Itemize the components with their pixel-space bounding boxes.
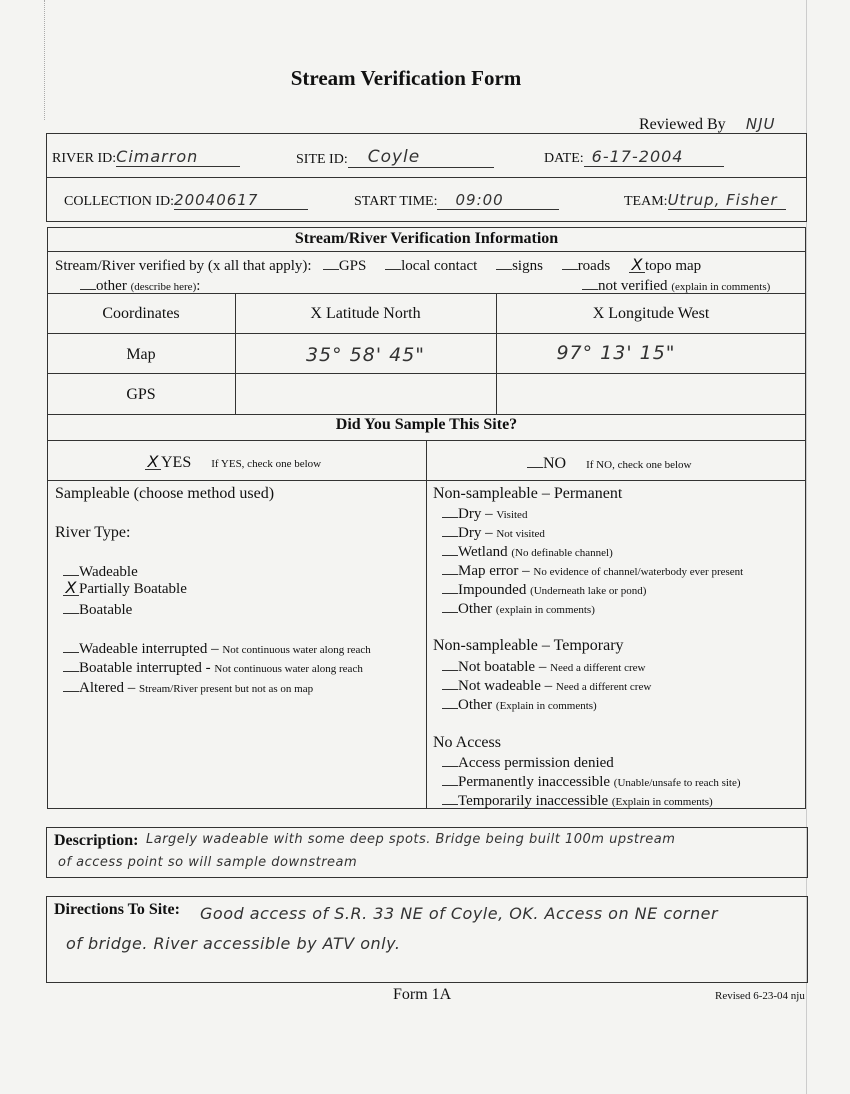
other-temporary-row[interactable] — [442, 694, 597, 716]
access-denied-checkbox[interactable] — [442, 752, 458, 767]
wadeable-interrupted-checkbox[interactable] — [63, 638, 79, 653]
other-permanent-note: (explain in comments) — [495, 604, 595, 616]
not-wadeable-label: Not wadeable — [458, 678, 541, 694]
coordinates-label: Coordinates — [102, 305, 180, 322]
signs-checkbox[interactable] — [496, 255, 512, 270]
dash: – — [544, 678, 553, 694]
other-temporary-note: (Explain in comments) — [495, 700, 597, 712]
hyphen: - — [205, 660, 211, 676]
access-denied-row[interactable] — [442, 752, 614, 773]
roads-checkbox[interactable] — [562, 255, 578, 270]
row-divider — [47, 373, 806, 374]
gps-checkbox[interactable] — [323, 255, 339, 270]
gps-label: GPS — [126, 386, 156, 403]
collection-id-label: COLLECTION ID: — [64, 194, 175, 209]
dry-not-visited-checkbox[interactable] — [442, 522, 458, 537]
not-verified-note: (explain in comments) — [671, 281, 771, 293]
not-boatable-label: Not boatable — [458, 659, 536, 675]
directions-line-1: Good access of S.R. 33 NE of Coyle, OK. Access on NE corner — [200, 904, 719, 923]
perm-inaccessible-label: Permanently inaccessible — [458, 774, 611, 790]
boatable-label: Boatable — [79, 602, 133, 618]
yes-option[interactable] — [145, 453, 321, 474]
nonsampleable-temporary-label: Non-sampleable – Temporary — [433, 637, 624, 654]
temp-inaccessible-note: (Explain in comments) — [611, 796, 713, 808]
team-value: Utrup, Fisher — [668, 191, 786, 210]
other-permanent-label: Other — [458, 601, 493, 617]
team-label: TEAM: — [624, 194, 668, 209]
dry-visited-checkbox[interactable] — [442, 503, 458, 518]
row-divider — [47, 293, 806, 294]
perm-inaccessible-checkbox[interactable] — [442, 771, 458, 786]
description-line-2: of access point so will sample downstream — [58, 855, 358, 870]
site-id-label: SITE ID: — [296, 152, 348, 167]
dry-not-visited-label: Dry — [458, 525, 482, 541]
other-colon: : — [196, 278, 201, 294]
map-error-label: Map error — [458, 563, 519, 579]
not-wadeable-checkbox[interactable] — [442, 675, 458, 690]
boatable-interrupted-label: Boatable interrupted — [79, 660, 202, 676]
dash: – — [522, 563, 530, 579]
map-label: Map — [126, 346, 156, 363]
wadeable-checkbox[interactable] — [63, 561, 79, 576]
revised-note: Revised 6-23-04 nju — [715, 990, 805, 1002]
start-time-value: 09:00 — [437, 191, 559, 210]
map-longitude-value: 97° 13' 15" — [556, 342, 676, 364]
dash: – — [538, 659, 547, 675]
collection-id-value: 20040617 — [174, 191, 308, 210]
dash: – — [485, 525, 493, 541]
verified-by-row — [55, 255, 701, 276]
impounded-note: (Underneath lake or pond) — [530, 585, 647, 597]
team-field — [624, 191, 786, 210]
temp-inaccessible-label: Temporarily inaccessible — [458, 793, 609, 809]
partially-boatable-checkbox[interactable]: X — [63, 581, 79, 596]
date-value: 6-17-2004 — [584, 147, 724, 167]
other-checkbox[interactable] — [80, 275, 96, 290]
dry-visited-label: Dry — [458, 506, 482, 522]
dash: – — [485, 506, 493, 522]
nonsampleable-permanent-label: Non-sampleable – Permanent — [433, 485, 623, 502]
altered-note: Stream/River present but not as on map — [138, 683, 314, 695]
local-contact-option: local contact — [401, 258, 478, 274]
wadeable-interrupted-label: Wadeable interrupted — [79, 641, 208, 657]
description-label: Description: — [54, 832, 139, 849]
yes-label: YES — [161, 454, 192, 471]
dash: – — [211, 641, 219, 657]
row-divider — [47, 414, 806, 415]
temp-inaccessible-row[interactable] — [442, 790, 713, 812]
site-info-divider — [46, 177, 807, 178]
dry-visited-note: Visited — [496, 509, 528, 521]
boatable-interrupted-note: Not continuous water along reach — [214, 663, 363, 675]
other-permanent-checkbox[interactable] — [442, 598, 458, 613]
wetland-label: Wetland — [458, 544, 508, 560]
dash: – — [127, 680, 136, 696]
dry-not-visited-note: Not visited — [496, 528, 545, 540]
sample-header: Did You Sample This Site? — [335, 416, 518, 433]
reviewed-by-value: NJU — [730, 115, 792, 134]
gps-option: GPS — [338, 258, 367, 274]
reviewed-by — [639, 115, 792, 134]
other-temporary-checkbox[interactable] — [442, 694, 458, 709]
row-divider — [47, 480, 806, 481]
river-id-label: RIVER ID: — [52, 151, 117, 166]
local-contact-checkbox[interactable] — [385, 255, 401, 270]
partially-boatable-row[interactable] — [63, 580, 187, 599]
reviewed-by-label: Reviewed By — [639, 116, 726, 133]
sample-col-divider — [426, 440, 427, 809]
not-wadeable-note: Need a different crew — [555, 681, 652, 693]
map-error-checkbox[interactable] — [442, 560, 458, 575]
no-option[interactable] — [527, 453, 692, 475]
date-field — [544, 147, 724, 167]
altered-label: Altered — [79, 680, 124, 696]
impounded-checkbox[interactable] — [442, 579, 458, 594]
other-option: other — [96, 278, 127, 294]
scan-edge-left — [44, 0, 46, 120]
topo-map-option: topo map — [644, 258, 702, 274]
directions-line-2: of bridge. River accessible by ATV only. — [66, 934, 401, 953]
wetland-note: (No definable channel) — [511, 547, 613, 559]
altered-checkbox[interactable] — [63, 677, 79, 692]
partially-boatable-label: Partially Boatable — [79, 581, 187, 597]
topo-map-checkbox[interactable]: X — [629, 258, 645, 273]
no-checkbox[interactable] — [527, 453, 543, 468]
date-label: DATE: — [544, 151, 584, 166]
temp-inaccessible-checkbox[interactable] — [442, 790, 458, 805]
row-divider — [47, 333, 806, 334]
yes-checkbox[interactable]: X — [145, 455, 161, 470]
river-id-value: Cimarron — [116, 147, 240, 167]
no-note: If NO, check one below — [586, 459, 692, 471]
start-time-field — [354, 191, 559, 210]
not-verified-checkbox[interactable] — [582, 275, 598, 290]
latitude-header: X Latitude North — [310, 305, 421, 322]
boatable-interrupted-checkbox[interactable] — [63, 657, 79, 672]
sampleable-label: Sampleable (choose method used) — [55, 485, 275, 502]
wetland-checkbox[interactable] — [442, 541, 458, 556]
impounded-label: Impounded — [458, 582, 527, 598]
wadeable-label: Wadeable — [79, 564, 138, 580]
start-time-label: START TIME: — [354, 194, 438, 209]
map-latitude-value: 35° 58' 45" — [305, 344, 426, 366]
altered-row[interactable] — [63, 677, 313, 699]
collection-id-field — [64, 191, 308, 210]
boatable-row[interactable] — [63, 599, 132, 620]
other-temporary-label: Other — [458, 697, 493, 713]
other-permanent-row[interactable] — [442, 598, 595, 620]
signs-option: signs — [512, 258, 543, 274]
boatable-interrupted-row[interactable] — [63, 657, 363, 679]
verified-by-label: Stream/River verified by (x all that apply): — [55, 258, 312, 274]
not-verified-option: not verified — [598, 278, 668, 294]
river-type-label: River Type: — [55, 524, 131, 541]
access-denied-label: Access permission denied — [458, 755, 614, 771]
description-line-1: Largely wadeable with some deep spots. Bridge being built 100m upstream — [146, 832, 676, 847]
no-label: NO — [543, 455, 567, 472]
wadeable-interrupted-note: Not continuous water along reach — [222, 644, 371, 656]
site-id-value: Coyle — [348, 147, 494, 168]
not-boatable-checkbox[interactable] — [442, 656, 458, 671]
directions-label: Directions To Site: — [54, 901, 180, 918]
yes-note: If YES, check one below — [211, 458, 322, 470]
not-boatable-note: Need a different crew — [550, 662, 646, 674]
longitude-header: X Longitude West — [592, 305, 710, 322]
no-access-label: No Access — [433, 734, 501, 751]
roads-option: roads — [577, 258, 611, 274]
perm-inaccessible-note: (Unable/unsafe to reach site) — [613, 777, 741, 789]
row-divider — [47, 251, 806, 252]
verification-header: Stream/River Verification Information — [294, 230, 559, 247]
form-title: Stream Verification Form — [290, 66, 522, 90]
river-id-field — [52, 147, 240, 167]
boatable-checkbox[interactable] — [63, 599, 79, 614]
form-id: Form 1A — [393, 986, 452, 1003]
site-id-field — [296, 147, 494, 168]
map-error-note: No evidence of channel/waterbody ever present — [533, 566, 744, 578]
other-note: (describe here) — [130, 281, 197, 293]
